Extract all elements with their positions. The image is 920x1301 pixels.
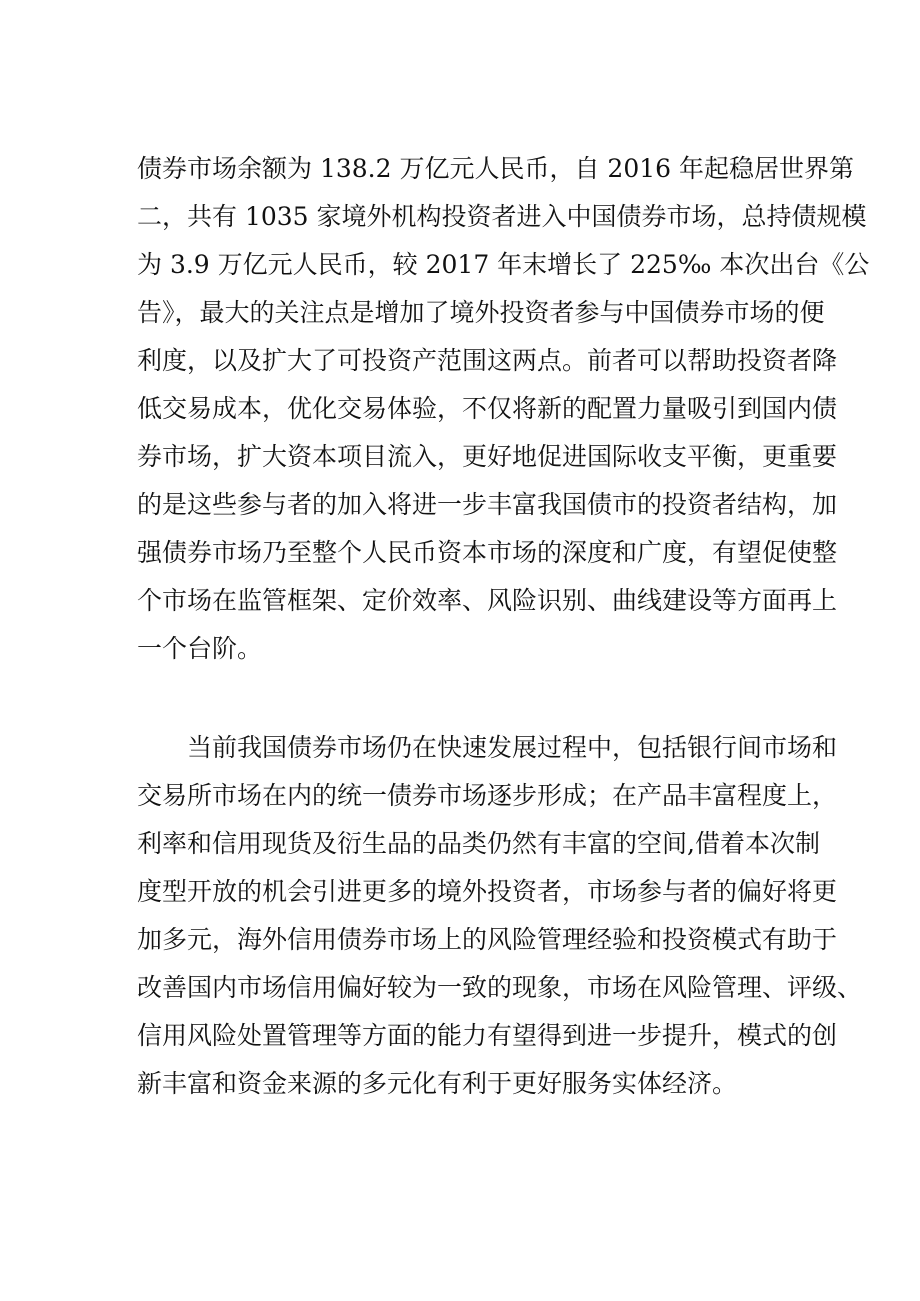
paragraph-2-line-6: 改善国内市场信用偏好较为一致的现象，市场在风险管理、评级、 <box>137 973 863 1002</box>
paragraph-2-line-8: 新丰富和资金来源的多元化有利于更好服务实体经济。 <box>137 1069 738 1098</box>
paragraph-1-line-2: 二，共有 1035 家境外机构投资者进入中国债券市场，总持债规模 <box>137 202 867 231</box>
paragraph-1-line-3: 为 3.9 万亿元人民币，较 2017 年末增长了 225‰ 本次出台《公 <box>137 250 870 279</box>
paragraph-2-line-7: 信用风险处置管理等方面的能力有望得到进一步提升，模式的创 <box>137 1021 838 1050</box>
paragraph-1-line-9: 强债券市场乃至整个人民币资本市场的深度和广度，有望促使整 <box>137 538 838 567</box>
paragraph-2-line-1: 当前我国债券市场仍在快速发展过程中，包括银行间市场和 <box>187 733 838 762</box>
paragraph-2-line-4: 度型开放的机会引进更多的境外投资者，市场参与者的偏好将更 <box>137 877 838 906</box>
paragraph-1-line-7: 券市场，扩大资本项目流入，更好地促进国际收支平衡，更重要 <box>137 442 838 471</box>
paragraph-1-line-4: 告》，最大的关注点是增加了境外投资者参与中国债券市场的便 <box>137 298 825 327</box>
paragraph-1-line-8: 的是这些参与者的加入将进一步丰富我国债市的投资者结构，加 <box>137 490 838 519</box>
paragraph-2-line-2: 交易所市场在内的统一债券市场逐步形成；在产品丰富程度上， <box>137 781 838 810</box>
paragraph-1-line-6: 低交易成本，优化交易体验，不仅将新的配置力量吸引到国内债 <box>137 394 838 423</box>
paragraph-2-line-5: 加多元，海外信用债券市场上的风险管理经验和投资模式有助于 <box>137 925 838 954</box>
paragraph-1-line-10: 个市场在监管框架、定价效率、风险识别、曲线建设等方面再上 <box>137 586 838 615</box>
paragraph-1-line-11: 一个台阶。 <box>137 634 263 663</box>
paragraph-2-line-3: 利率和信用现货及衍生品的品类仍然有丰富的空间,借着本次制 <box>137 829 820 858</box>
paragraph-1-line-1: 债券市场余额为 138.2 万亿元人民币，自 2016 年起稳居世界第 <box>137 154 854 183</box>
paragraph-1-line-5: 利度，以及扩大了可投资产范围这两点。前者可以帮助投资者降 <box>137 346 838 375</box>
